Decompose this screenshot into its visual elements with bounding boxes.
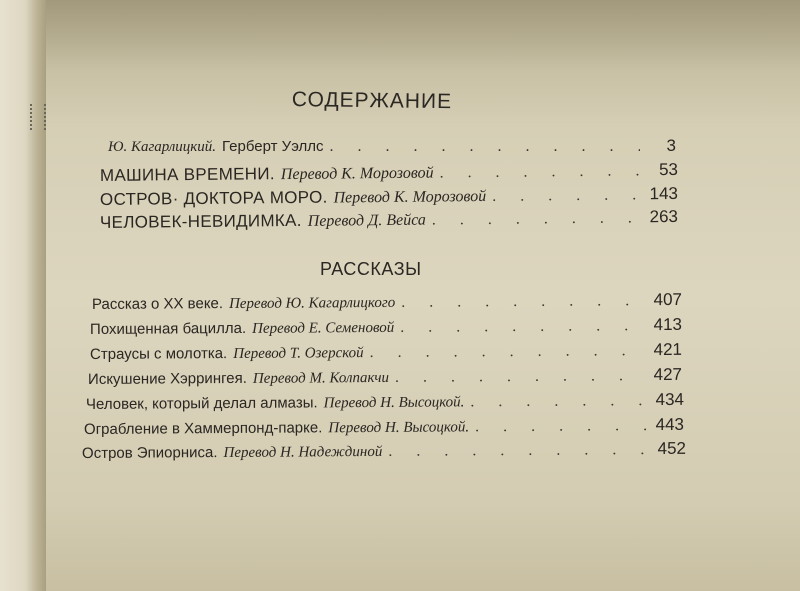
intro-page: 3: [666, 136, 676, 155]
story-page: 421: [653, 339, 683, 360]
story-title: Ограбление в Хаммерпонд-парке.: [83, 419, 323, 438]
toc-entry-story: [84, 415, 684, 439]
novel-page: 53: [658, 159, 679, 180]
story-page: 452: [657, 438, 687, 458]
leader-dots: [492, 186, 642, 206]
story-title: Искушение Хэррингея.: [87, 369, 247, 388]
page-shadow: [46, 0, 800, 70]
story-translator: Перевод Н. Высоцкой.: [323, 394, 465, 412]
leader-dots: [388, 441, 650, 461]
story-title: Остров Эпиорниса.: [81, 444, 218, 462]
book-spine: [0, 0, 46, 591]
novel-translator: Перевод К. Морозовой: [280, 164, 434, 184]
toc-entry-story: [92, 290, 682, 314]
story-page: 407: [653, 289, 683, 310]
stories-heading: РАССКАЗЫ: [320, 259, 422, 279]
novel-title: МАШИНА ВРЕМЕНИ.: [99, 164, 275, 185]
toc-entry-story: [88, 365, 682, 389]
toc-entry-story: [90, 315, 682, 339]
toc-entry-story: [82, 439, 686, 463]
leader-dots: [401, 292, 646, 312]
leader-dots: [475, 417, 648, 436]
story-title: Похищенная бацилла.: [89, 319, 247, 338]
novel-page: 143: [649, 183, 679, 204]
story-translator: Перевод Н. Высоцкой.: [328, 419, 470, 437]
leader-dots: [470, 392, 648, 411]
toc-entry-story: [86, 390, 684, 414]
toc-entry-novel: [100, 207, 678, 233]
story-translator: Перевод Т. Озерской: [233, 345, 364, 363]
leader-dots: [330, 138, 640, 156]
story-translator: Перевод Ю. Кагарлицкого: [228, 294, 396, 313]
novel-title: ЧЕЛОВЕК-НЕВИДИМКА.: [99, 210, 302, 232]
novel-page: 263: [649, 206, 679, 227]
toc-entry-story: [90, 340, 682, 364]
story-title: Рассказ о XX веке.: [91, 295, 224, 313]
leader-dots: [439, 162, 642, 182]
toc-entry-intro: [108, 136, 676, 156]
novel-translator: Перевод Д. Вейса: [307, 211, 426, 230]
intro-title: Герберт Уэллс: [222, 138, 324, 155]
story-page: 434: [655, 389, 685, 410]
novel-title: ОСТРОВ· ДОКТОРА МОРО.: [99, 187, 328, 209]
story-page: 413: [653, 314, 683, 335]
leader-dots: [395, 367, 646, 387]
story-page: 443: [655, 414, 685, 435]
story-translator: Перевод Н. Надеждиной: [223, 443, 383, 462]
toc-entry-novel: [100, 160, 678, 186]
leader-dots: [370, 342, 646, 362]
story-translator: Перевод Е. Семеновой: [252, 319, 395, 337]
story-title: Страусы с молотка.: [89, 345, 228, 363]
story-translator: Перевод М. Колпакчи: [252, 369, 390, 387]
toc-entry-novel: [100, 184, 678, 210]
story-page: 427: [653, 364, 683, 385]
binding-stitch: [30, 104, 46, 130]
leader-dots: [400, 317, 646, 337]
story-title: Человек, который делал алмазы.: [85, 394, 318, 413]
novel-translator: Перевод К. Морозовой: [333, 187, 487, 207]
leader-dots: [432, 209, 642, 229]
contents-title: СОДЕРЖАНИЕ: [291, 88, 453, 114]
intro-author: Ю. Кагарлицкий.: [108, 139, 217, 155]
